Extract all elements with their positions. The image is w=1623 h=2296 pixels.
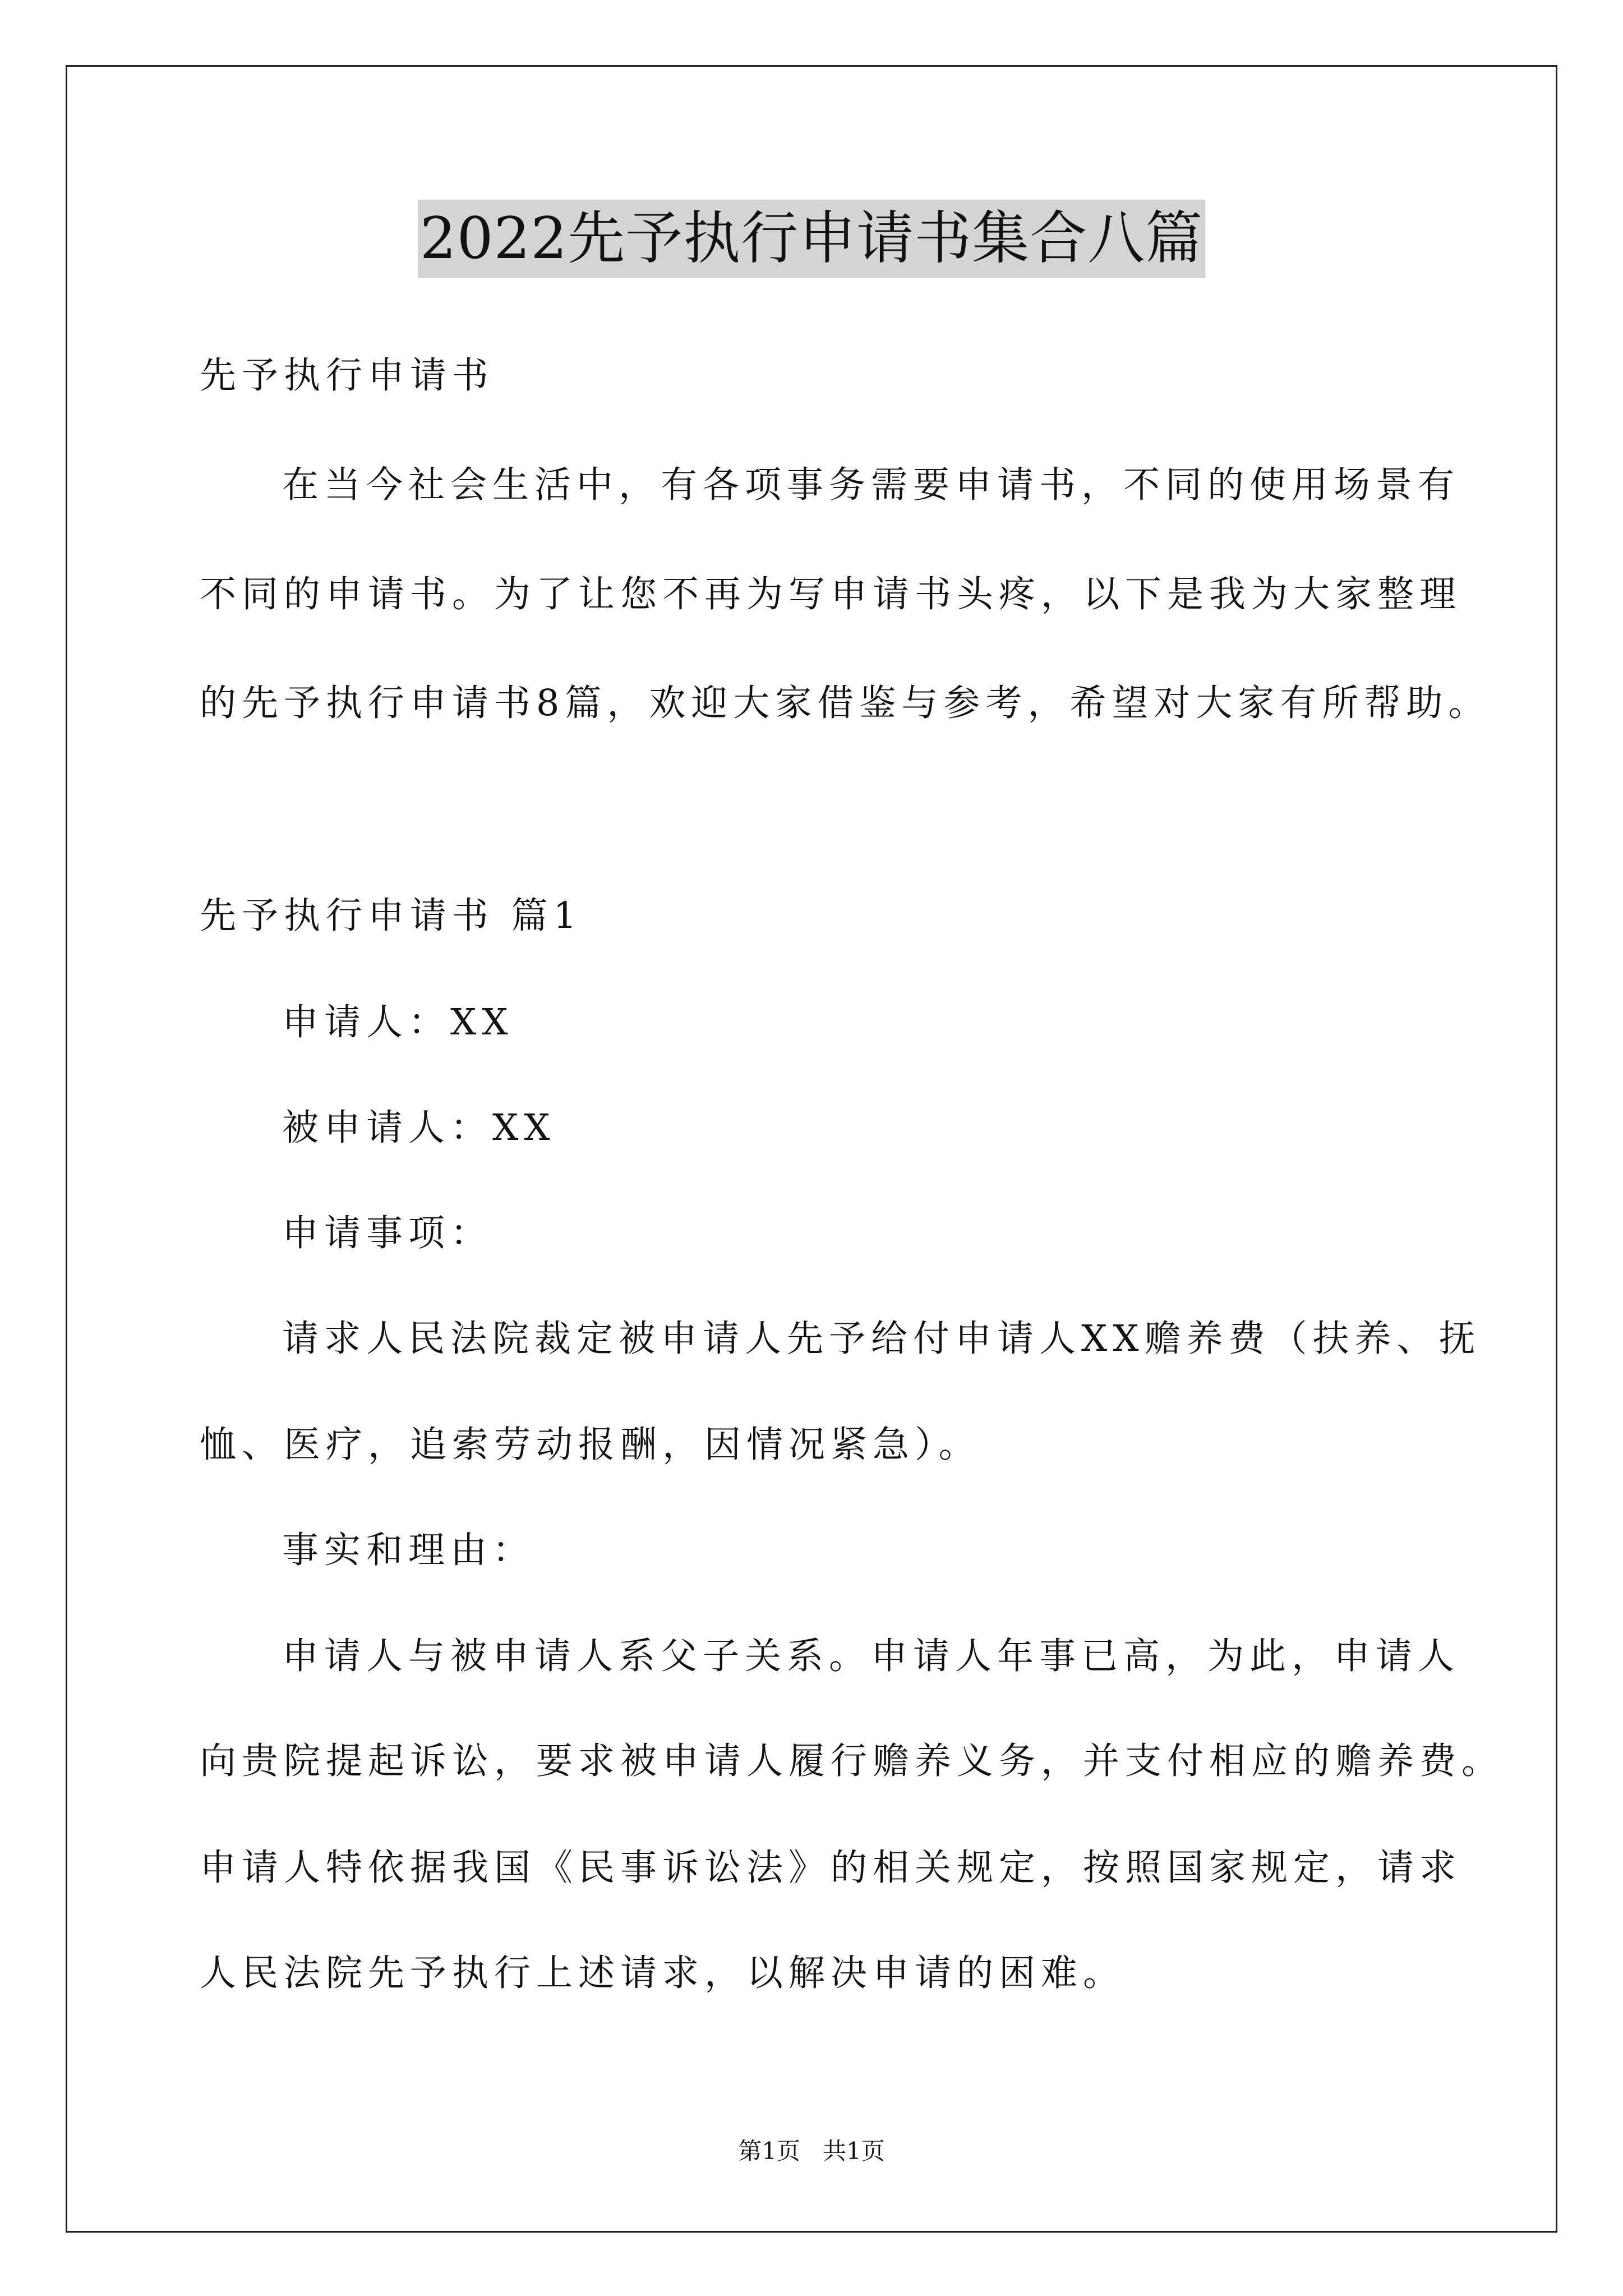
document-title: 2022先予执行申请书集合八篇 — [418, 200, 1206, 278]
intro-line: 的先予执行申请书8篇，欢迎大家借鉴与参考，希望对大家有所帮助。 — [200, 682, 1491, 724]
intro-heading: 先予执行申请书 — [200, 355, 495, 397]
facts-line: 向贵院提起诉讼，要求被申请人履行赡养义务，并支付相应的赡养费。 — [200, 1740, 1504, 1782]
facts-line: 申请人与被申请人系父子关系。申请人年事已高，为此，申请人 — [282, 1635, 1460, 1677]
title-container — [0, 200, 1623, 278]
intro-line: 在当今社会生活中，有各项事务需要申请书，不同的使用场景有 — [282, 464, 1460, 506]
facts-line: 申请人特依据我国《民事诉讼法》的相关规定，按照国家规定，请求 — [200, 1847, 1462, 1889]
respondent-line: 被申请人：XX — [282, 1107, 556, 1149]
matters-line: 请求人民法院裁定被申请人先予给付申请人XX赡养费（扶养、抚 — [282, 1318, 1481, 1360]
applicant-line: 申请人：XX — [282, 1001, 514, 1043]
section-heading: 先予执行申请书 篇1 — [200, 895, 583, 937]
page-footer: 第1页 共1页 — [738, 2137, 885, 2165]
facts-label: 事实和理由： — [282, 1529, 535, 1571]
matters-line: 恤、医疗，追索劳动报酬，因情况紧急）。 — [200, 1424, 981, 1466]
intro-line: 不同的申请书。为了让您不再为写申请书头疼，以下是我为大家整理 — [200, 573, 1462, 615]
facts-line: 人民法院先予执行上述请求，以解决申请的困难。 — [200, 1952, 1126, 1994]
matters-label: 申请事项： — [282, 1212, 493, 1254]
